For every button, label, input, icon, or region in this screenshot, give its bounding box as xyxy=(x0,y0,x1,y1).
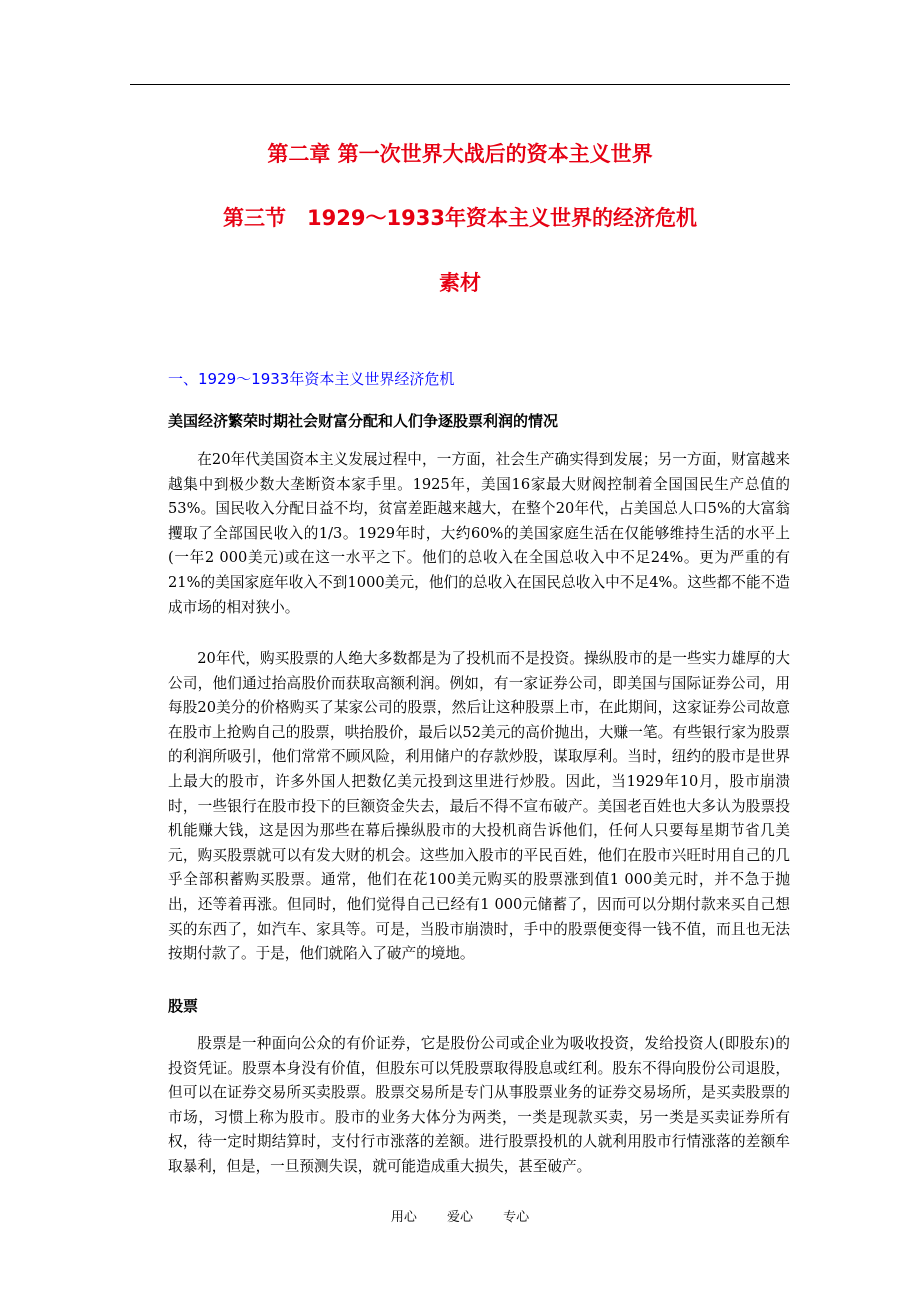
footer-text: 专心 xyxy=(503,1210,530,1225)
subheading-stocks: 股票 xyxy=(168,997,199,1015)
footer-text: 爱心 xyxy=(446,1210,473,1225)
footer-text: 用心 xyxy=(390,1210,417,1225)
page-footer xyxy=(0,1206,920,1225)
paragraph-wealth: 在20年代美国资本主义发展过程中，一方面，社会生产确实得到发展；另一方面，财富越来越集中到极少数大垄断资本家手里。1925年，美国16家最大财阀控制着全国国民生产总值的53%。国民收入分配日益不均，贫富差距越来越大，在整个20年代，占美国总人口5%的大富翁攫取了全部国民收入的1/3。1929年时，大约60%的美国家庭生活在仅能够维持生活的水平上(一年2 000美元)或在这一水平之下。他们的总收入在全国总收入中不足24%。更为严重的有21%的美国家庭年收入不到1000美元，他们的总收入在国民总收入中不足4%。这些都不能不造成市场的相对狭小。 xyxy=(168,451,790,616)
section-heading: 一、1929～1933年资本主义世界经济危机 xyxy=(168,370,455,388)
header-rule xyxy=(130,84,790,85)
subheading-wealth: 美国经济繁荣时期社会财富分配和人们争逐股票利润的情况 xyxy=(168,412,559,430)
paragraph-speculation: 20年代，购买股票的人绝大多数都是为了投机而不是投资。操纵股市的是一些实力雄厚的大公司，他们通过抬高股价而获取高额利润。例如，有一家证券公司，即美国与国际证券公司，用每股20美分的价格购买了某家公司的股票，然后让这种股票上市，在此期间，这家证券公司故意在股市上抢购自己的股票，哄抬股价，最后以52美元的高价抛出，大赚一笔。有些银行家为股票的利润所吸引，他们常常不顾风险，利用储户的存款炒股，谋取厚利。当时，纽约的股市是世界上最大的股市，许多外国人把数亿美元投到这里进行炒股。因此，当1929年10月，股市崩溃时，一些银行在股市投下的巨额资金失去，最后不得不宣布破产。美国老百姓也大多认为股票投机能赚大钱，这是因为那些在幕后操纵股市的大投机商告诉他们，任何人只要每星期节省几美元，购买股票就可以有发大财的机会。这些加入股市的平民百姓，他们在股市兴旺时用自己的几乎全部积蓄购买股票。通常，他们在花100美元购买的股票涨到值1 000美元时，并不急于抛出，还等着再涨。但同时，他们觉得自己已经有1 000元储蓄了，因而可以分期付款来买自己想买的东西了，如汽车、家具等。可是，当股市崩溃时，手中的股票便变得一钱不值，而且也无法按期付款了。于是，他们就陷入了破产的境地。 xyxy=(168,650,790,963)
chapter-title: 第二章 第一次世界大战后的资本主义世界 xyxy=(267,142,653,166)
subtitle: 素材 xyxy=(439,271,481,295)
section-title: 第三节 1929～1933年资本主义世界的经济危机 xyxy=(223,206,697,230)
paragraph-stocks: 股票是一种面向公众的有价证券，它是股份公司或企业为吸收投资，发给投资人(即股东)的投资凭证。股票本身没有价值，但股东可以凭股票取得股息或红利。股东不得向股份公司退股，但可以在证券交易所买卖股票。股票交易所是专门从事股票业务的证券交易场所，是买卖股票的市场，习惯上称为股市。股市的业务大体分为两类，一类是现款买卖，另一类是买卖证券所有权，待一定时期结算时，支付行市涨落的差额。进行股票投机的人就利用股市行情涨落的差额牟取暴利，但是，一旦预测失误，就可能造成重大损失，甚至破产。 xyxy=(168,1035,790,1175)
